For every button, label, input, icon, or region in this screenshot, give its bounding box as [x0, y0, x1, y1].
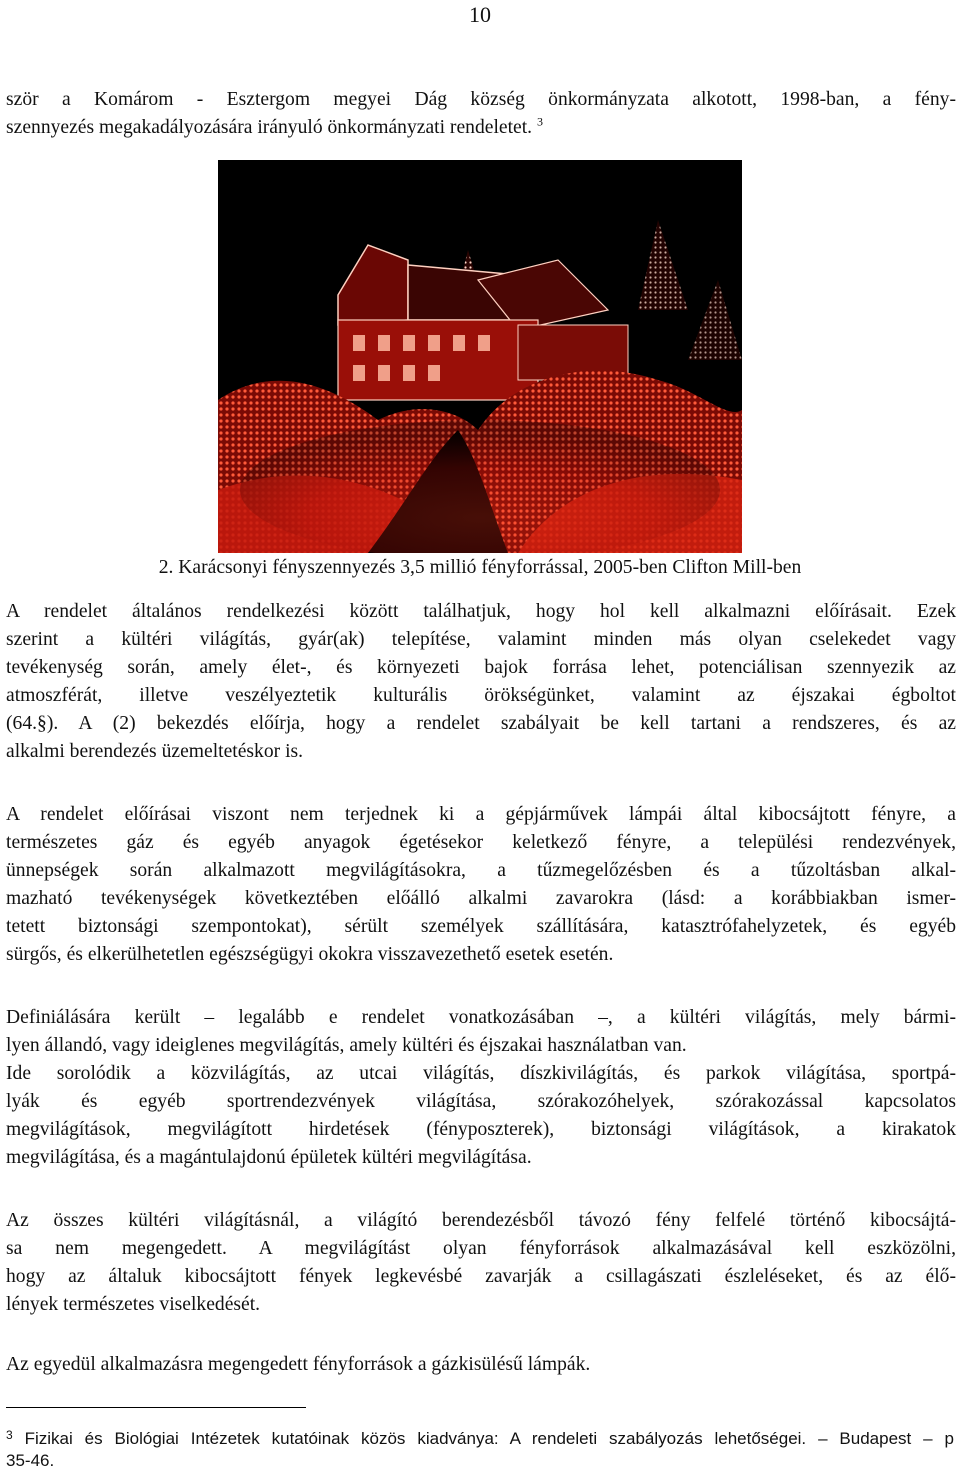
intro-line-1: ször a Komárom - Esztergom megyei Dág község önkormányzata alkotott, 1998-ban, a fény- [6, 89, 956, 110]
paragraph-5 [6, 1351, 956, 1379]
footnote-mark: 3 [6, 1428, 13, 1442]
p3-line: Definiálására került – legalább e rendelet vonatkozásában –, a kültéri világítás, mely bármi- [6, 1007, 956, 1028]
paragraph-2 [6, 801, 956, 969]
page-number: 10 [469, 2, 491, 27]
intro-line-2 [6, 114, 956, 142]
p2-line: ünnepségek során alkalmazott megvilágításokra, a tűzmegelőzésben és a tűzoltásban alkal- [6, 860, 956, 881]
p1-line: szerint a kültéri világítás, gyár(ak) telepítése, valamint minden más olyan cselekedet vagy [6, 629, 956, 650]
figure-caption: 2. Karácsonyi fényszennyezés 3,5 millió fényforrással, 2005-ben Clifton Mill-ben [158, 557, 802, 578]
p2-line: természetes gáz és egyéb anyagok égetésekor keletkező fényre, a települési rendezvények, [6, 832, 956, 853]
p1-line: (64.§). A (2) bekezdés előírja, hogy a rendelet szabályait be kell tartani a rendszeres, és az [6, 713, 956, 734]
p2-line: tetett biztonsági szempontokat), sérült személyek szállítására, katasztrófahelyzetek, és egyéb [6, 916, 956, 937]
paragraph-4 [6, 1207, 956, 1319]
p2-line: A rendelet előírásai viszont nem terjednek ki a gépjárművek lámpái által kibocsájtott fényre, a [6, 804, 956, 825]
footnote [6, 1424, 954, 1472]
p1-line: tevékenység során, amely élet-, és környezeti bajok forrása lehet, potenciálisan szennyezik az [6, 657, 956, 678]
p3-line: megvilágítása, és a magántulajdonú épületek kültéri megvilágítása. [6, 1147, 532, 1168]
intro-line-2-text: szennyezés megakadályozására irányuló önkormányzati rendeletet. [6, 117, 533, 138]
p2-line: mazható tevékenységek következtében előálló alkalmi zavarokra (lásd: a korábbiakban ismer- [6, 888, 956, 909]
p1-line: atmoszférát, illetve veszélyeztetik kulturális örökségünket, valamint az éjszakai égboltot [6, 685, 956, 706]
paragraph-3 [6, 1004, 956, 1172]
intro-paragraph [6, 86, 956, 142]
p3-line: lyák és egyéb sportrendezvények világítása, szórakozóhelyek, szórakozással kapcsolatos [6, 1091, 956, 1112]
photo-illustration [218, 160, 742, 553]
p5-line: Az egyedül alkalmazásra megengedett fényforrások a gázkisülésű lámpák. [6, 1354, 591, 1375]
p3-line: lyen állandó, vagy ideiglenes megvilágítás, amely kültéri és éjszakai használatban van. [6, 1035, 687, 1056]
footnote-line-1 [6, 1424, 954, 1450]
p4-line: lények természetes viselkedését. [6, 1294, 261, 1315]
p4-line: Az összes kültéri világításnál, a világító berendezésből távozó fény felfelé történő kibocsájtá- [6, 1210, 956, 1231]
p4-line: sa nem megengedett. A megvilágítást olyan fényforrások alkalmazásával kell eszközölni, [6, 1238, 956, 1259]
footnote-text: Fizikai és Biológiai Intézetek kutatóinak közös kiadványa: A rendeleti szabályozás lehetőségei. – Budapest – p [24, 1429, 954, 1448]
p2-line: sürgős, és elkerülhetetlen egészségügyi okokra visszavezethető esetek esetén. [6, 944, 614, 965]
p1-line: alkalmi berendezés üzemeltetéskor is. [6, 741, 304, 762]
footnote-ref: 3 [536, 114, 543, 129]
p1-line: A rendelet általános rendelkezési között találhatjuk, hogy hol kell alkalmazni előírásait. Ezek [6, 601, 956, 622]
paragraph-1 [6, 598, 956, 766]
footnote-divider [6, 1407, 306, 1408]
p3-line: Ide sorolódik a közvilágítás, az utcai világítás, díszkivilágítás, és parkok világítása, sportpá- [6, 1063, 956, 1084]
p3-line: megvilágítások, megvilágított hirdetések (fényposzterek), biztonsági világítások, a kirakatok [6, 1119, 956, 1140]
footnote-line-2: 35-46. [6, 1451, 55, 1470]
christmas-lights-photo [218, 160, 742, 553]
p4-line: hogy az általuk kibocsájtott fények legkevésbé zavarják a csillagászati észleléseket, és az élő- [6, 1266, 956, 1287]
